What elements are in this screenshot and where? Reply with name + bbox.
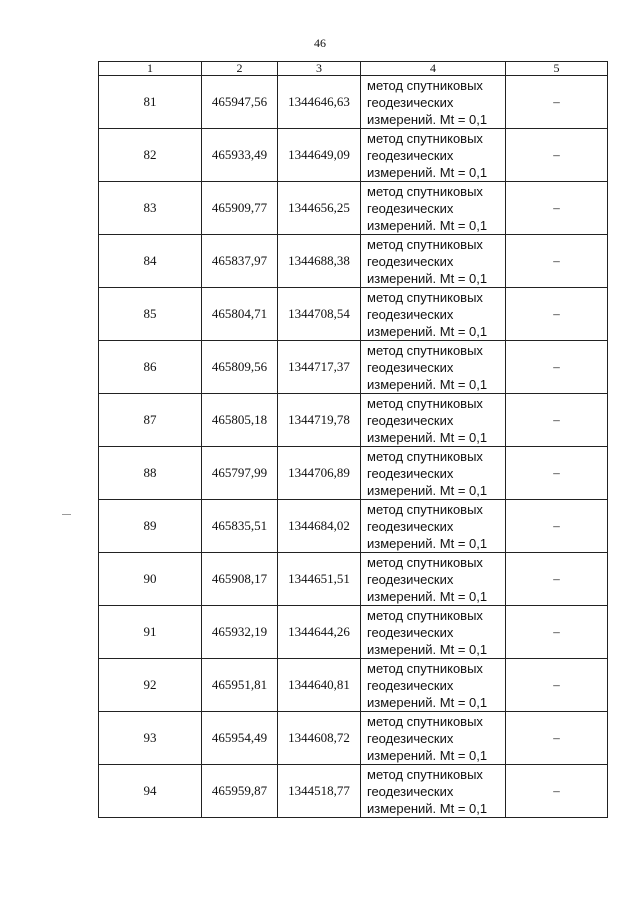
note-cell: – bbox=[506, 500, 608, 553]
y-coordinate-cell: 1344684,02 bbox=[278, 500, 361, 553]
note-cell: – bbox=[506, 129, 608, 182]
table-row bbox=[99, 659, 608, 712]
y-coordinate-cell: 1344719,78 bbox=[278, 394, 361, 447]
column-header-4: 4 bbox=[361, 62, 506, 76]
y-coordinate-cell: 1344518,77 bbox=[278, 765, 361, 818]
table-body bbox=[99, 76, 608, 818]
column-header-3: 3 bbox=[278, 62, 361, 76]
y-coordinate-cell: 1344649,09 bbox=[278, 129, 361, 182]
note-cell: – bbox=[506, 765, 608, 818]
x-coordinate-cell: 465909,77 bbox=[202, 182, 278, 235]
x-coordinate-cell: 465951,81 bbox=[202, 659, 278, 712]
table-row bbox=[99, 606, 608, 659]
point-number-cell: 88 bbox=[99, 447, 202, 500]
x-coordinate-cell: 465804,71 bbox=[202, 288, 278, 341]
method-cell: метод спутниковых геодезических измерений. Mt = 0,1 bbox=[361, 500, 506, 553]
table-row bbox=[99, 341, 608, 394]
point-number-cell: 90 bbox=[99, 553, 202, 606]
x-coordinate-cell: 465933,49 bbox=[202, 129, 278, 182]
x-coordinate-cell: 465908,17 bbox=[202, 553, 278, 606]
y-coordinate-cell: 1344706,89 bbox=[278, 447, 361, 500]
point-number-cell: 85 bbox=[99, 288, 202, 341]
table-row bbox=[99, 447, 608, 500]
method-cell: метод спутниковых геодезических измерений. Mt = 0,1 bbox=[361, 712, 506, 765]
x-coordinate-cell: 465954,49 bbox=[202, 712, 278, 765]
x-coordinate-cell: 465835,51 bbox=[202, 500, 278, 553]
x-coordinate-cell: 465932,19 bbox=[202, 606, 278, 659]
method-cell: метод спутниковых геодезических измерений. Mt = 0,1 bbox=[361, 76, 506, 129]
method-cell: метод спутниковых геодезических измерений. Mt = 0,1 bbox=[361, 447, 506, 500]
table-row bbox=[99, 765, 608, 818]
table-row bbox=[99, 129, 608, 182]
column-header-1: 1 bbox=[99, 62, 202, 76]
method-cell: метод спутниковых геодезических измерений. Mt = 0,1 bbox=[361, 129, 506, 182]
note-cell: – bbox=[506, 76, 608, 129]
point-number-cell: 82 bbox=[99, 129, 202, 182]
y-coordinate-cell: 1344717,37 bbox=[278, 341, 361, 394]
coordinates-table bbox=[98, 61, 608, 818]
method-cell: метод спутниковых геодезических измерений. Mt = 0,1 bbox=[361, 606, 506, 659]
table-row bbox=[99, 394, 608, 447]
method-cell: метод спутниковых геодезических измерений. Mt = 0,1 bbox=[361, 394, 506, 447]
point-number-cell: 84 bbox=[99, 235, 202, 288]
note-cell: – bbox=[506, 712, 608, 765]
note-cell: – bbox=[506, 235, 608, 288]
y-coordinate-cell: 1344688,38 bbox=[278, 235, 361, 288]
x-coordinate-cell: 465947,56 bbox=[202, 76, 278, 129]
column-header-5: 5 bbox=[506, 62, 608, 76]
column-header-2: 2 bbox=[202, 62, 278, 76]
y-coordinate-cell: 1344708,54 bbox=[278, 288, 361, 341]
table-row bbox=[99, 500, 608, 553]
point-number-cell: 86 bbox=[99, 341, 202, 394]
table-header-row bbox=[99, 62, 608, 76]
note-cell: – bbox=[506, 394, 608, 447]
point-number-cell: 87 bbox=[99, 394, 202, 447]
x-coordinate-cell: 465959,87 bbox=[202, 765, 278, 818]
note-cell: – bbox=[506, 606, 608, 659]
method-cell: метод спутниковых геодезических измерений. Mt = 0,1 bbox=[361, 553, 506, 606]
table-row bbox=[99, 712, 608, 765]
table-row bbox=[99, 288, 608, 341]
note-cell: – bbox=[506, 553, 608, 606]
method-cell: метод спутниковых геодезических измерений. Mt = 0,1 bbox=[361, 182, 506, 235]
x-coordinate-cell: 465805,18 bbox=[202, 394, 278, 447]
margin-mark bbox=[62, 514, 71, 515]
x-coordinate-cell: 465797,99 bbox=[202, 447, 278, 500]
note-cell: – bbox=[506, 288, 608, 341]
table-row bbox=[99, 235, 608, 288]
y-coordinate-cell: 1344646,63 bbox=[278, 76, 361, 129]
note-cell: – bbox=[506, 659, 608, 712]
table-row bbox=[99, 76, 608, 129]
y-coordinate-cell: 1344608,72 bbox=[278, 712, 361, 765]
point-number-cell: 93 bbox=[99, 712, 202, 765]
page-number: 46 bbox=[314, 36, 326, 50]
y-coordinate-cell: 1344644,26 bbox=[278, 606, 361, 659]
table-row bbox=[99, 553, 608, 606]
point-number-cell: 89 bbox=[99, 500, 202, 553]
point-number-cell: 91 bbox=[99, 606, 202, 659]
method-cell: метод спутниковых геодезических измерений. Mt = 0,1 bbox=[361, 765, 506, 818]
y-coordinate-cell: 1344640,81 bbox=[278, 659, 361, 712]
x-coordinate-cell: 465837,97 bbox=[202, 235, 278, 288]
method-cell: метод спутниковых геодезических измерений. Mt = 0,1 bbox=[361, 341, 506, 394]
point-number-cell: 83 bbox=[99, 182, 202, 235]
x-coordinate-cell: 465809,56 bbox=[202, 341, 278, 394]
method-cell: метод спутниковых геодезических измерений. Mt = 0,1 bbox=[361, 288, 506, 341]
y-coordinate-cell: 1344656,25 bbox=[278, 182, 361, 235]
note-cell: – bbox=[506, 341, 608, 394]
point-number-cell: 81 bbox=[99, 76, 202, 129]
point-number-cell: 92 bbox=[99, 659, 202, 712]
note-cell: – bbox=[506, 182, 608, 235]
note-cell: – bbox=[506, 447, 608, 500]
table-row bbox=[99, 182, 608, 235]
method-cell: метод спутниковых геодезических измерений. Mt = 0,1 bbox=[361, 659, 506, 712]
y-coordinate-cell: 1344651,51 bbox=[278, 553, 361, 606]
method-cell: метод спутниковых геодезических измерений. Mt = 0,1 bbox=[361, 235, 506, 288]
point-number-cell: 94 bbox=[99, 765, 202, 818]
